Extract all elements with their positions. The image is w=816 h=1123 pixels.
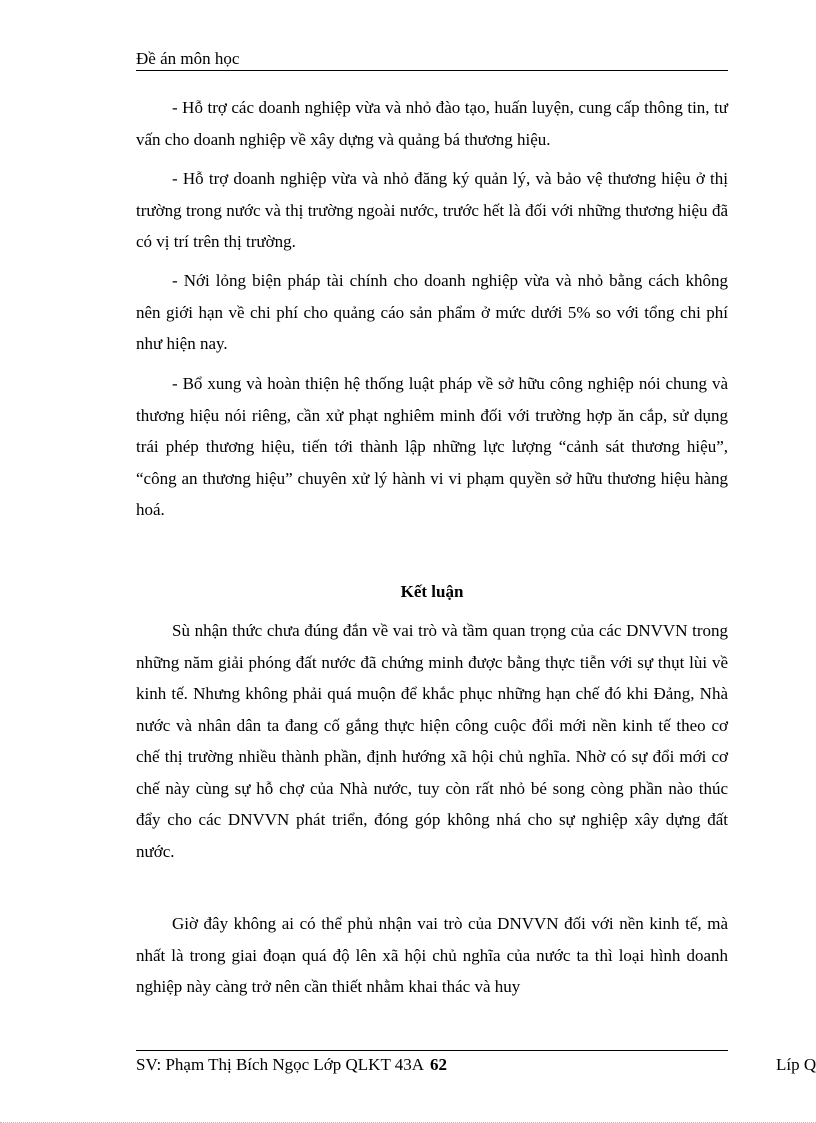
paragraph-support-registration: - Hỗ trợ doanh nghiệp vừa và nhỏ đăng ký quản lý, và bảo vệ thương hiệu ở thị trường trong nước và thị trường ngoài nước, trước hết là đối với những thương hiệu đã có vị trí trên thị trường.	[136, 169, 728, 251]
footer-rule	[136, 1050, 728, 1051]
header-rule	[136, 70, 728, 71]
paragraph-conclusion-2: Giờ đây không ai có thể phủ nhận vai trò của DNVVN đối với nền kinh tế, mà nhất là trong giai đoạn quá độ lên xã hội chủ nghĩa của nước ta thì loại hình doanh nghiệp này càng trở nên cần thiết nhằm khai thác và huy	[136, 914, 728, 996]
header-title: Đề án môn học	[136, 49, 240, 68]
section-title-conclusion: Kết luận	[400, 582, 464, 601]
footer-right-text: Líp Q	[776, 1055, 816, 1074]
footer-student-info: SV: Phạm Thị Bích Ngọc Lớp QLKT 43A	[136, 1055, 425, 1074]
paragraph-legal-framework: - Bổ xung và hoàn thiện hệ thống luật pháp về sở hữu công nghiệp nói chung và thương hiệu nói riêng, cần xử phạt nghiêm minh đối với trường hợp ăn cắp, sử dụng trái phép thương hiệu, tiến tới thành lập những lực lượng “cảnh sát thương hiệu”, “công an thương hiệu” chuyên xử lý hành vi vi phạm quyền sở hữu thương hiệu hàng hoá.	[136, 374, 728, 519]
paragraph-support-training: - Hỗ trợ các doanh nghiệp vừa và nhỏ đào tạo, huấn luyện, cung cấp thông tin, tư vấn cho doanh nghiệp về xây dựng và quảng bá thương hiệu.	[136, 98, 728, 149]
paragraph-loosen-finance: - Nới lỏng biện pháp tài chính cho doanh nghiệp vừa và nhỏ bằng cách không nên giới hạn về chi phí cho quảng cáo sản phẩm ở mức dưới 5% so với tổng chi phí như hiện nay.	[136, 271, 728, 353]
page-number: 62	[430, 1055, 447, 1074]
paragraph-conclusion-1: Sù nhận thức chưa đúng đắn về vai trò và tầm quan trọng của các DNVVN trong những năm giải phóng đất nước đã chứng minh được bằng thực tiễn với sự thụt lùi về kinh tế. Nhưng không phải quá muộn để khắc phục những hạn chế đó khi Đảng, Nhà nước và nhân dân ta đang cố gắng thực hiện công cuộc đổi mới nền kinh tế theo cơ chế thị trường nhiều thành phần, định hướng xã hội chủ nghĩa. Nhờ có sự đổi mới cơ chế này cùng sự hỗ chợ của Nhà nước, tuy còn rất nhỏ bé song còng phần nào thúc đẩy cho các DNVVN phát triển, đóng góp không nhá cho sự nghiệp xây dựng đất nước.	[136, 621, 728, 861]
